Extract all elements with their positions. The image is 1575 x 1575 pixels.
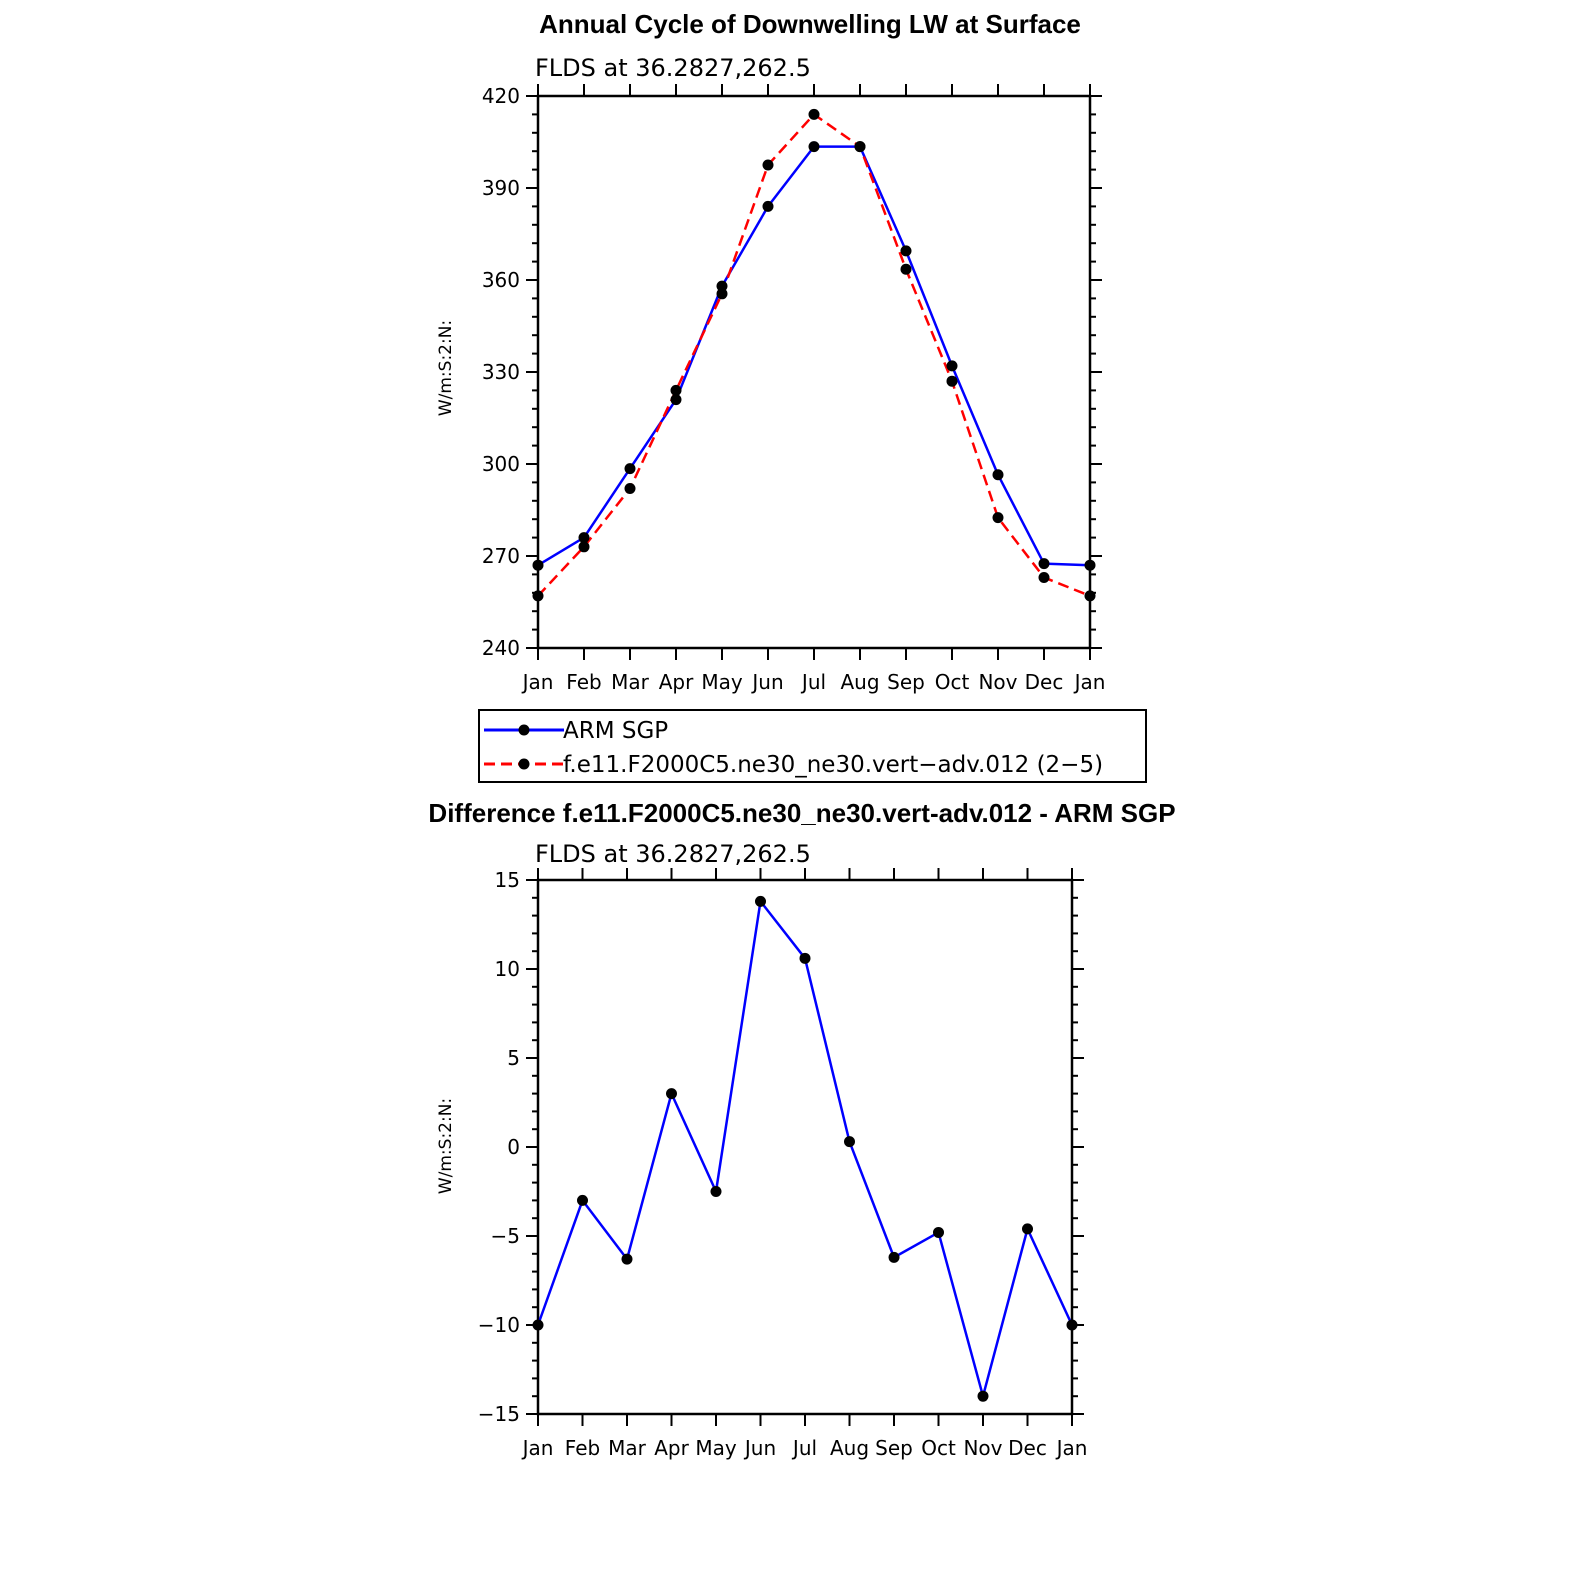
chart-subtitle: FLDS at 36.2827,262.5	[535, 840, 811, 868]
y-tick-label: 420	[481, 84, 520, 108]
data-point-series-1	[579, 541, 590, 552]
x-tick-label: Apr	[658, 670, 694, 694]
x-tick-label: Sep	[875, 1436, 913, 1460]
data-point-series-0	[933, 1227, 944, 1238]
x-tick-label: Apr	[654, 1436, 689, 1460]
x-tick-label: Sep	[887, 670, 925, 694]
x-tick-label: Jul	[801, 670, 827, 694]
x-tick-label: Feb	[564, 1436, 601, 1460]
data-point-series-1	[671, 385, 682, 396]
data-point-series-0	[755, 896, 766, 907]
series-line-0	[538, 901, 1072, 1396]
x-tick-label: Feb	[566, 670, 602, 694]
chart-title: Difference f.e11.F2000C5.ne30_ne30.vert-adv.012 - ARM SGP	[428, 798, 1176, 828]
x-tick-label: Jan	[1074, 670, 1106, 694]
y-tick-label: 10	[494, 957, 520, 981]
chart-subtitle: FLDS at 36.2827,262.5	[535, 54, 811, 82]
data-point-series-0	[993, 469, 1004, 480]
y-tick-label: 390	[481, 176, 520, 200]
y-tick-label: 5	[507, 1046, 520, 1070]
data-point-series-1	[855, 141, 866, 152]
legend-marker-arm-sgp	[519, 725, 530, 736]
legend-marker-model	[519, 759, 530, 770]
data-point-series-0	[947, 360, 958, 371]
data-point-series-0	[577, 1195, 588, 1206]
x-tick-label: Oct	[921, 1436, 956, 1460]
data-point-series-0	[844, 1136, 855, 1147]
x-tick-label: Jul	[792, 1436, 818, 1460]
data-point-series-1	[717, 288, 728, 299]
data-point-series-0	[1039, 558, 1050, 569]
y-tick-label: 15	[494, 868, 520, 892]
data-point-series-0	[533, 1320, 544, 1331]
data-point-series-1	[763, 160, 774, 171]
data-point-series-1	[625, 483, 636, 494]
x-tick-label: Jun	[752, 670, 784, 694]
data-point-series-0	[622, 1254, 633, 1265]
data-point-series-0	[533, 560, 544, 571]
y-tick-label: 330	[481, 360, 520, 384]
legend-label-model: f.e11.F2000C5.ne30_ne30.vert−adv.012 (2−5)	[563, 752, 1104, 778]
x-tick-label: Nov	[978, 670, 1018, 694]
data-point-series-0	[1085, 560, 1096, 571]
y-tick-label: 270	[481, 544, 520, 568]
legend-label-arm-sgp: ARM SGP	[563, 718, 669, 744]
chart-title: Annual Cycle of Downwelling LW at Surface	[539, 9, 1081, 39]
data-point-series-0	[1067, 1320, 1078, 1331]
x-tick-label: May	[701, 670, 743, 694]
y-axis-label: W/m:S:2:N:	[436, 319, 456, 417]
data-point-series-1	[1039, 572, 1050, 583]
x-tick-label: Dec	[1024, 670, 1064, 694]
data-point-series-1	[1085, 590, 1096, 601]
plot-frame	[538, 96, 1090, 648]
data-point-series-0	[666, 1088, 677, 1099]
data-point-series-0	[978, 1391, 989, 1402]
x-tick-label: Mar	[608, 1436, 646, 1460]
data-point-series-0	[625, 463, 636, 474]
data-point-series-0	[763, 201, 774, 212]
data-point-series-0	[889, 1252, 900, 1263]
data-point-series-1	[993, 512, 1004, 523]
y-tick-label: 360	[481, 268, 520, 292]
data-point-series-1	[947, 376, 958, 387]
x-tick-label: Dec	[1008, 1436, 1047, 1460]
y-tick-label: 300	[481, 452, 520, 476]
difference-chart	[428, 798, 1175, 1460]
x-tick-label: Jan	[522, 670, 554, 694]
y-axis-label: W/m:S:2:N:	[436, 1097, 456, 1195]
data-point-series-0	[711, 1186, 722, 1197]
x-tick-label: Nov	[963, 1436, 1003, 1460]
y-tick-label: 240	[481, 636, 520, 660]
y-tick-label: −5	[490, 1224, 520, 1248]
x-tick-label: Aug	[840, 670, 880, 694]
data-point-series-0	[809, 141, 820, 152]
x-tick-label: Aug	[829, 1436, 870, 1460]
data-point-series-0	[901, 245, 912, 256]
legend	[479, 710, 1146, 782]
x-tick-label: Jan	[522, 1436, 554, 1460]
x-tick-label: May	[695, 1436, 737, 1460]
x-tick-label: Jan	[1056, 1436, 1088, 1460]
y-tick-label: −10	[477, 1313, 520, 1337]
x-tick-label: Mar	[611, 670, 649, 694]
data-point-series-0	[800, 953, 811, 964]
annual-cycle-chart	[436, 9, 1105, 694]
series-line-1	[538, 114, 1090, 595]
series-line-0	[538, 147, 1090, 566]
x-tick-label: Oct	[934, 670, 970, 694]
y-tick-label: 0	[507, 1135, 520, 1159]
x-tick-label: Jun	[744, 1436, 777, 1460]
data-point-series-0	[1022, 1223, 1033, 1234]
data-point-series-1	[809, 109, 820, 120]
data-point-series-1	[901, 264, 912, 275]
data-point-series-1	[533, 590, 544, 601]
y-tick-label: −15	[477, 1402, 520, 1426]
